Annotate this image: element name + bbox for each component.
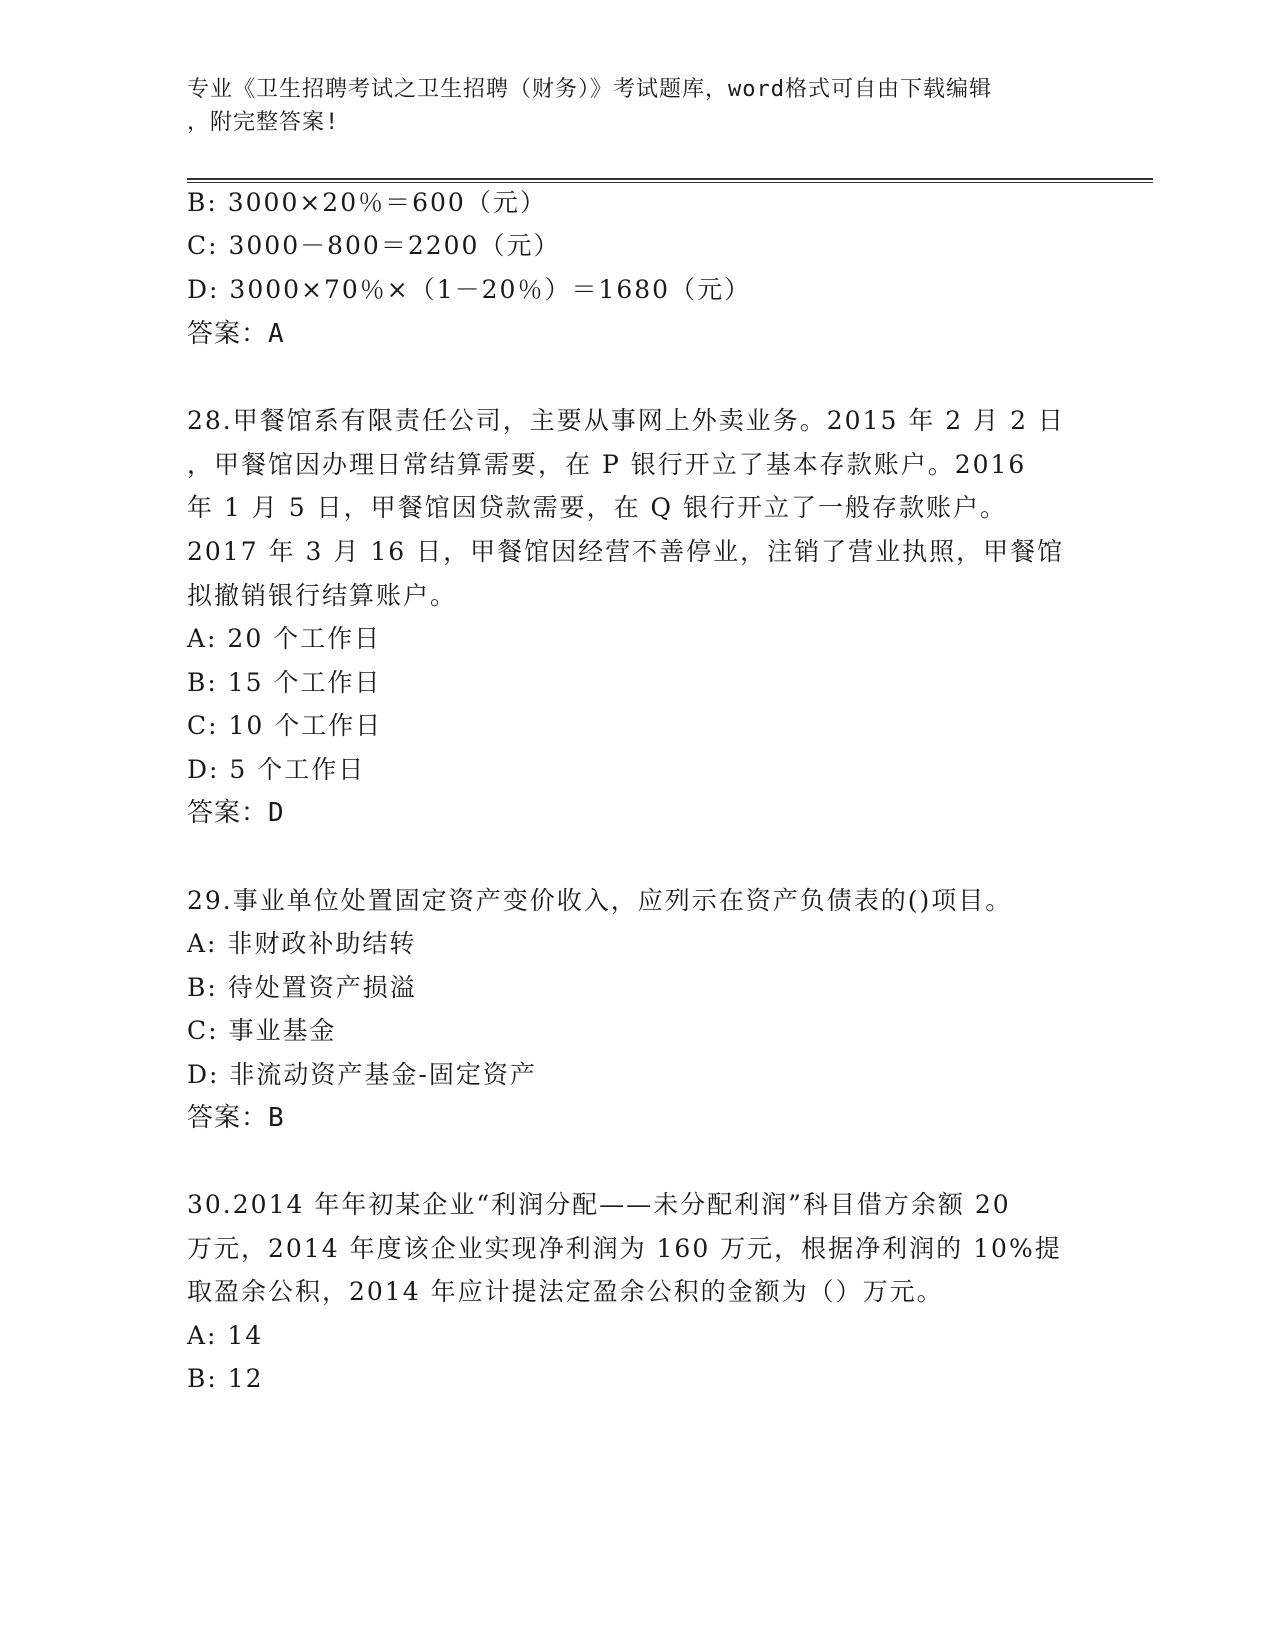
q28-answer: 答案：D: [187, 798, 285, 828]
q27-option-c: C: 3000－800＝2200（元）: [187, 231, 561, 260]
q30-stem-line-1: 30.2014 年年初某企业“利润分配——未分配利润”科目借方余额 20: [187, 1190, 1011, 1219]
q29-stem: 29.事业单位处置固定资产变价收入，应列示在资产负债表的()项目。: [187, 886, 1013, 915]
q28-option-a: A: 20 个工作日: [187, 624, 382, 653]
q29-option-d: D: 非流动资产基金-固定资产: [187, 1060, 537, 1089]
q29-option-c: C: 事业基金: [187, 1016, 337, 1045]
q28-option-b: B: 15 个工作日: [187, 668, 382, 697]
q30-stem-line-3: 取盈余公积，2014 年应计提法定盈余公积的金额为（）万元。: [187, 1277, 944, 1306]
header-divider-thin: [187, 182, 1153, 183]
q30-stem-line-2: 万元，2014 年度该企业实现净利润为 160 万元，根据净利润的 10%提: [187, 1234, 1062, 1263]
q29-option-a: A: 非财政补助结转: [187, 929, 417, 958]
q28-stem-line-2: ，甲餐馆因办理日常结算需要，在 P 银行开立了基本存款账户。2016: [187, 450, 1027, 479]
header-line-2: ，附完整答案!: [187, 110, 340, 135]
q27-option-d: D: 3000×70％×（1－20％）＝1680（元）: [187, 275, 752, 304]
q27-option-b: B: 3000×20％＝600（元）: [187, 188, 547, 217]
q28-stem-line-5: 拟撤销银行结算账户。: [187, 581, 458, 610]
header-line-1: 专业《卫生招聘考试之卫生招聘（财务）》考试题库，word格式可自由下载编辑: [187, 77, 992, 102]
document-header: [187, 73, 1087, 139]
q28-option-d: D: 5 个工作日: [187, 755, 366, 784]
q28-option-c: C: 10 个工作日: [187, 711, 383, 740]
q29-answer: 答案：B: [187, 1103, 285, 1133]
q29-option-b: B: 待处置资产损溢: [187, 973, 417, 1002]
q30-option-a: A: 14: [187, 1321, 264, 1350]
q28-stem-line-3: 年 1 月 5 日，甲餐馆因贷款需要，在 Q 银行开立了一般存款账户。: [187, 493, 1007, 522]
q28-stem-line-1: 28.甲餐馆系有限责任公司，主要从事网上外卖业务。2015 年 2 月 2 日: [187, 406, 1065, 435]
q30-option-b: B: 12: [187, 1364, 264, 1393]
q28-stem-line-4: 2017 年 3 月 16 日，甲餐馆因经营不善停业，注销了营业执照，甲餐馆: [187, 537, 1065, 566]
q27-answer: 答案：A: [187, 319, 285, 349]
header-divider-thick: [187, 178, 1153, 180]
